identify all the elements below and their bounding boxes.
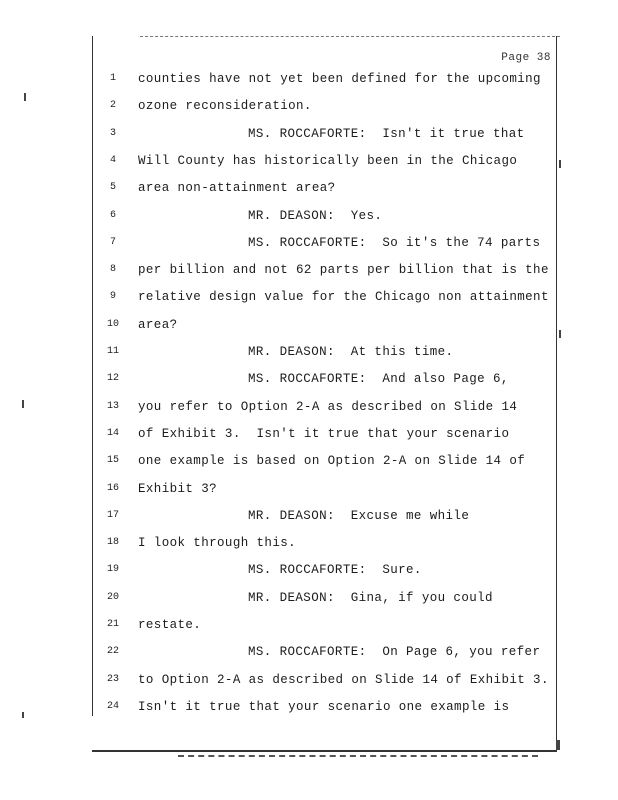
scan-mark <box>559 160 561 168</box>
page-number: Page 38 <box>501 52 551 64</box>
transcript-line: area non-attainment area? <box>138 181 336 196</box>
scan-mark <box>24 93 26 101</box>
transcript-line: MS. ROCCAFORTE: So it's the 74 parts <box>248 235 541 250</box>
transcript-line: MS. ROCCAFORTE: Sure. <box>248 563 422 578</box>
scan-mark <box>556 740 560 750</box>
left-margin-rule <box>92 36 93 716</box>
transcript-line: of Exhibit 3. Isn't it true that your scenario <box>138 426 510 441</box>
line-number: 9 <box>109 291 116 303</box>
line-number: 24 <box>106 700 119 712</box>
line-number: 23 <box>106 673 119 685</box>
line-number: 15 <box>106 455 119 467</box>
line-number: 1 <box>109 73 116 84</box>
transcript-line: area? <box>138 317 178 332</box>
top-border <box>140 36 560 38</box>
line-number: 6 <box>109 209 116 221</box>
line-number: 4 <box>109 154 116 166</box>
line-number: 22 <box>106 646 119 658</box>
transcript-line: per billion and not 62 parts per billion that is the <box>138 263 549 278</box>
line-number: 7 <box>109 236 116 248</box>
line-number: 5 <box>109 182 116 194</box>
transcript-line: MR. DEASON: Gina, if you could <box>248 590 493 605</box>
scan-mark <box>22 712 24 718</box>
transcript-line: I look through this. <box>138 536 297 551</box>
transcript-line: MR. DEASON: At this time. <box>248 345 454 359</box>
transcript-line: restate. <box>138 618 202 632</box>
bottom-border-dashed <box>178 755 538 757</box>
line-number: 12 <box>106 373 119 385</box>
line-number: 10 <box>106 318 119 330</box>
line-number: 14 <box>106 427 119 439</box>
line-number: 21 <box>106 619 119 630</box>
line-number: 19 <box>106 564 119 576</box>
transcript-line: to Option 2-A as described on Slide 14 of Exhibit 3. <box>138 672 549 687</box>
transcript-line: MR. DEASON: Excuse me while <box>248 508 470 523</box>
transcript-line: relative design value for the Chicago non attainment <box>138 290 549 305</box>
transcript-line: counties have not yet been defined for the upcoming <box>138 72 541 86</box>
line-number: 11 <box>106 346 119 357</box>
line-number: 20 <box>106 591 119 603</box>
transcript-line: Will County has historically been in the Chicago <box>138 153 518 168</box>
bottom-border <box>92 750 557 752</box>
line-number: 17 <box>106 509 119 521</box>
transcript-line: you refer to Option 2-A as described on Slide 14 <box>138 399 518 414</box>
line-number: 3 <box>109 127 116 139</box>
line-number: 2 <box>109 100 116 112</box>
scan-mark <box>22 400 24 408</box>
right-margin-rule <box>556 36 557 748</box>
scan-mark <box>559 330 561 338</box>
line-number: 18 <box>106 537 119 549</box>
transcript-line: Isn't it true that your scenario one example is <box>138 699 510 714</box>
transcript-line: MS. ROCCAFORTE: Isn't it true that <box>248 126 525 141</box>
transcript-line: one example is based on Option 2-A on Slide 14 of <box>138 454 526 469</box>
transcript-line: MS. ROCCAFORTE: And also Page 6, <box>248 372 509 387</box>
line-number: 13 <box>106 400 119 412</box>
line-number: 8 <box>109 264 116 276</box>
transcript-line: MR. DEASON: Yes. <box>248 208 383 223</box>
transcript-line: ozone reconsideration. <box>138 99 312 114</box>
transcript-line: Exhibit 3? <box>138 481 218 496</box>
line-number: 16 <box>106 482 119 494</box>
transcript-line: MS. ROCCAFORTE: On Page 6, you refer <box>248 645 541 660</box>
